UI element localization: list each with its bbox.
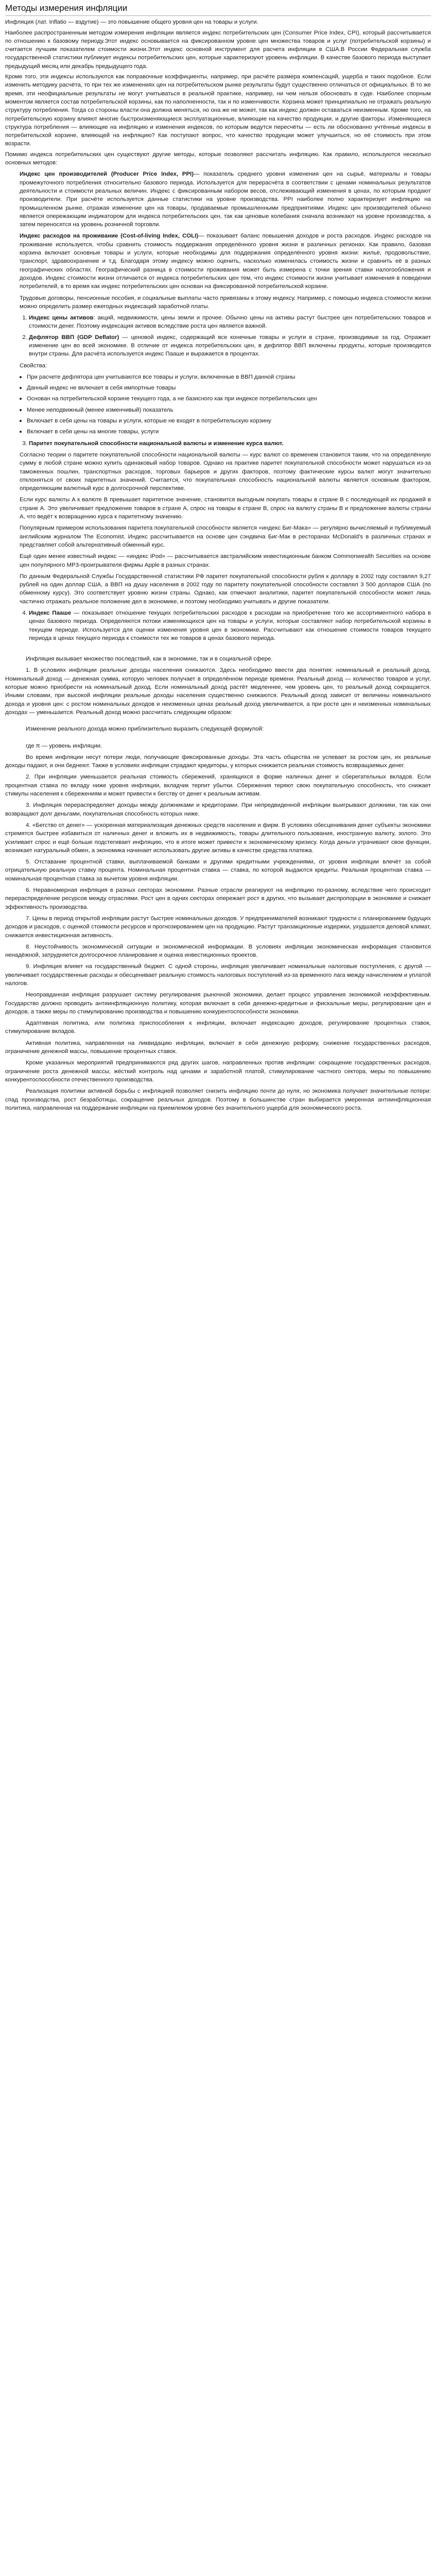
coli-text: — показывает баланс повышения доходов и роста расходов. Индекс расходов на проживание используется, чтобы сравнить стоимость поддержания определённого уровня жизни в различных регионах. Как правило, базовая корзина включает основные товары и услуги, которые необходимы для поддержания определённого уровня жизни: жильё, продовольствие, транспорт, здравоохранение и т.д. Благодаря этому индексу можно оценить, насколько изменилась стоимость жизни и сравнить её в разных географических областях. Географический разница в стоимости проживания может быть измерена с точки зрения ставки налогообложения и доходов. Индекс стоимости жизни отличается от индекса потребительских цен тем, что индекс стоимости жизни учитывает изменения в поведении потребителей, в то время как индекс потребительских цен основан на фиксированной потребительской корзине. <box>20 233 431 290</box>
intro-cpi: Наиболее распространенным методом измерения инфляции является индекс потребительских цен (Consumer Price Index, CPI), который рассчитывается по отношению к базовому периоду.Этот индекс основывается на фиксированном уровне цен множества товаров и услуг (потребительской корзины) и считается лучшим показателем стоимости жизни.Этот индекс основной инструмент для расчета инфляции в США.В России Федеральная служба государственной статистики публикует индексы потребительских цен, которые характеризуют уровень инфляции. В качестве базового периода выступает предыдущий месяц или декабрь предыдущего года. <box>5 29 431 70</box>
list-item <box>29 439 431 448</box>
policy-section <box>5 991 431 1112</box>
ppp-paragraph: Популярным примером использования паритета покупательной способности является «индекс Биг-Мака» — регулярно вычисляемый и публикуемый английским журналом The Economist. Индекс рассчитывается на основе цен сэндвича Биг-Мак в ресторанах McDonald's в различных странах и представляет собой альтернативный обменный курс. <box>20 525 431 548</box>
ppp-paragraph: Ещё один менее известный индекс — «индекс iPod» — рассчитывается австралийским инвестиционным банком Commonwealth Securities на основе цен популярного МР3-проигрывателя фирмы Apple в разных странах. <box>20 553 431 568</box>
policy-paragraph: Активная политика, направленная на ликвидацию инфляции, включает в себя денежную реформу, снижение государственных расходов, ограничение денежной массы, повышение процентных ставок. <box>5 1040 431 1055</box>
consequence-paragraph: 7. Цены в период открытой инфляции растут быстрее номинальных доходов. У предпринимателей возникают трудности с планированием будущих доходов и расходов, с оценкой стоимости ресурсов и прогнозированием цен на продукцию. Растут транзакционные издержки, ухудшается деловой климат, снижается инвестиционная активность. <box>5 915 431 939</box>
consequences-section <box>5 655 431 988</box>
gdp-deflator-title: Дефлятор ВВП (GDP Deflator) <box>29 334 119 341</box>
coli-title: Индекс расходов на проживание (Cost-of-living Index, COLI) <box>20 233 199 240</box>
spacer <box>5 720 431 725</box>
page-title: Методы измерения инфляции <box>5 2 431 16</box>
formula-legend: где π — уровень инфляции. <box>26 742 102 749</box>
intro-section <box>5 18 431 167</box>
consequence-paragraph: 2. При инфляции уменьшается реальная стоимость сбережений, хранящихся в форме наличных денег и сберегательных вкладов. Если процентная ставка по вкладу ниже уровня инфляции, вкладчик терпит убытки. Сбережения теряют свою покупательную способность, что снижает стимулы населения к сбережениям и может привести к бегству от денег к реальным активам. <box>5 774 431 798</box>
spacer <box>5 646 431 655</box>
props-list <box>5 373 431 436</box>
consequence-paragraph: Во время инфляции несут потери люди, получающие фиксированные доходы. Эта часть общества не успевает за ростом цен, их реальные доходы падают, и они беднеют. Также в условиях инфляции страдают кредиторы, у которых снижается реальная стоимость возвращаемых денег. <box>5 754 431 769</box>
pasche-title: Индекс Пааше <box>29 610 72 616</box>
ppp-paragraph: Согласно теории о паритете покупательной способности национальной валюты — курс валют со временем становится таким, что на определённую сумму в любой стране можно купить одинаковый набор товаров. Однако на практике паритет покупательной способности может нарушаться из-за таможенных пошлин, транспортных расходов, торговых барьеров и других факторов, поэтому фактические курсы валют могут значительно отклоняться от своих паритетных значений. Считается, что покупательная способность национальной валюты является основным фактором, определяющим валютный курс в долгосрочной перспективе. <box>20 451 431 492</box>
consequences-intro: Инфляция вызывает множество последствий, как в экономике, так и в социальной сфере. <box>26 656 273 663</box>
consequence-paragraph: 8. Неустойчивость экономической ситуации и экономической информации. В условиях инфляции экономическая информация становится ненадёжной, затрудняется долгосрочное планирование и оценка инвестиционных проектов. <box>5 943 431 959</box>
deflators-list <box>5 314 431 358</box>
formula-intro: Изменение реального дохода можно приблизительно выразить следующей формулой: <box>26 726 264 733</box>
policy-paragraph: Кроме указанных мероприятий предпринимаются ряд других шагов, направленных против инфляции: сокращение государственных расходов, ограничение роста денежной массы, жёсткий контроль над ценами и заработной платой, стимулирование частного сектора, меры по повышению конкурентоспособности отечественного производства. <box>5 1060 431 1083</box>
ppi-section <box>5 170 431 229</box>
props-title: Свойства: <box>20 362 47 369</box>
asset-index-text: : акций, недвижимости, цены земли и прочее. Обычно цены на активы растут быстрее цен потребительских товаров и стоимости денег. Поэтому индексация активов вследствие роста цен является важной. <box>29 315 431 330</box>
ppp-list <box>5 439 431 448</box>
article <box>0 0 436 1112</box>
intro-cpi-usage: Кроме того, эти индексы используются как поправочные коэффициенты, например, при расчёте размера компенсаций, ущерба и таких подобное. Если изменить методику расчёта, то при тех же изменениях цен на потребительском рынке результаты будут существенно отличаться от официальных. В то же время, эти неофициальные результаты не могут учитываться в реальной практике, например, ни чем нельзя обосновать в суде. Наиболее спорным моментом является состав потребительской корзины, как по наполненности, так и по изменчивости. Корзина может принципиально не отражать реальную структуру потребления. Тогда со стороны власти она должна меняться, но она же не может, так как индекс должен оставаться неизменным. Кроме того, на потребительскую корзину влияют многие быстроизменяющиеся эксплуатационные, влияющие на качество продукции, и другие факторы. Изменяющиеся структура потребления — влияющие на инфляцию и изменения индексов, по которым ведутся пересчёты — есть ли обоснованно учтённые индексы в потребительской корзине, влияющей на инфляцию? Как поступают вопрос, что качество продукции может улучшиться, но её стоимость при этом возрасти. <box>5 74 431 147</box>
ppi-text: — показатель среднего уровня изменения цен на сырьё, материалы и товары промежуточного потребления относительно базового периода. Используется для перерасчёта в соответствии с ценами номинальных результатов деятельности и стоимости реальных величин. Индекс с фиксированным набором весов, отслеживающий изменения в ценах, по которым продают производители. При расчёте используется данные статистики на уровне производства. PPI наиболее полно характеризует инфляцию на промышленном рынке, отражая изменение цен на товары, продаваемые промышленными предприятиями. Индекс цен производителей обычно является опережающим индикатором для индекса потребительских цен, так как ценовые колебания сначала возникают на уровне производства, а затем переносятся на уровень розничной торговли. <box>20 171 431 228</box>
list-item: Включает в себя цены на многие товары, услуги <box>20 428 431 436</box>
list-item <box>29 314 431 331</box>
consequence-paragraph: 3. Инфляция перераспределяет доходы между должниками и кредиторами. При непредвиденной инфляции выигрывают должники, так как они возвращают долг деньгами, покупательная способность которых ниже. <box>5 802 431 817</box>
policy-paragraph: Неоправданная инфляция разрушает систему регулирования рыночной экономики, делает процесс управления экономикой неэффективным. Государство должно проводить антиинфляционную политику, которая включает в себя денежно-кредитные и фискальные меры, регулирование цен и доходов, а также меры по стимулированию производства и повышению конкурентоспособности экономики. <box>5 992 431 1015</box>
coli-paragraph <box>20 232 431 291</box>
list-item: Менее неподвижный (менее изменчивый) показатель <box>20 406 431 414</box>
intro-definition: Инфляция (лат. Inflatio — вздутие) — это повышение общего уровня цен на товары и услуги. <box>5 19 258 26</box>
ppp-paragraph: По данным Федеральной Службы Государственной статистики РФ паритет покупательной способности рубля к доллару в 2002 году составлял 9,27 рублей на один доллар США, а ВВП на душу населения в 2002 году по паритету покупательной способности составлял 3 500 долларов США (по обменному курсу). Это соответствует уровню жизни страны. Однако, как отмечают аналитики, паритет покупательной способности может лишь частично отражать реальное положение дел в экономике, и поэтому необходимо учитывать и другие показатели. <box>20 573 431 605</box>
policy-paragraph: Реализация политики активной борьбы с инфляцией позволяет снизить инфляцию почти до нуля, но экономика получает значительные потери: спад производства, рост безработицы, сокращение реальных доходов. Поэтому в большинстве стран выбирается умеренная антиинфляционная политика, направленная на поддержание инфляции на приемлемом уровне без значительного ущерба для экономического роста. <box>5 1088 431 1111</box>
gdp-deflator-text: — ценовой индекс, содержащий все конечные товары и услуги в стране, производимые за год. Отражает изменение цен во всей экономике. В отличие от индекса потребительских цен, в дефлятор ВВП включены продукты, которые производятся внутри страны. Для расчёта используется индекс Пааше и выражается в процентах. <box>29 334 431 358</box>
ppi-title: Индекс цен производителей (Producer Price Index, PPI) <box>20 171 194 178</box>
list-item: При расчете дефлятора цен учитываются все товары и услуги, включенные в ВВП данной страны <box>20 373 431 381</box>
list-item: Включает в себя цены на товары и услуги, которые не входят в потребительскую корзину <box>20 417 431 425</box>
ppp-title: Паритет покупательной способности национальной валюты и изменение курса валют. <box>29 440 284 447</box>
consequence-paragraph: 5. Отставание процентной ставки, выплачиваемой банками и другими кредитными учреждениями, от уровня инфляции влечёт за собой отрицательную реальную ставку процента. Номинальная процентная ставка — ставка, по которой выдаются кредиты. Реальная процентная ставка — номинальная процентная ставка за вычетом уровня инфляции. <box>5 859 431 882</box>
consequence-paragraph: 6. Неравномерная инфляция в разных секторах экономики. Разные отрасли реагируют на инфляцию по-разному, вследствие чего происходит перераспределение ресурсов между отраслями. Рост цен в одних секторах опережает рост в других, что вызывает диспропорции в экономике и снижает эффективность производства. <box>5 887 431 910</box>
ppp-section <box>5 451 431 606</box>
income-paragraph: 1. В условиях инфляции реальные доходы населения снижаются. Здесь необходимо ввести два понятия: номинальный и реальный доход. Номинальный доход — денежная сумма, которую человек получает в определённом периоде времени. Реальный доход — количество товаров и услуг, которые можно приобрести на номинальный доход. Если номинальный доход растёт медленнее, чем уровень цен, то реальный доход сокращается. Иными словами, при высокой инфляции реальные доходы населения существенно снижаются. Реальный доход зависит от величины номинального дохода и уровня цен: с ростом номинальных доходов и неизменных ценах реальный доход увеличивается, а при росте цен и неизменных номинальных доходах — уменьшается. Реальный доход можно рассчитать следующим образом: <box>5 667 431 716</box>
list-item: Данный индекс не включает в себя импортные товары <box>20 384 431 392</box>
ppi-paragraph <box>20 170 431 229</box>
policy-paragraph: Адаптивная политика, или политика приспособления к инфляции, включает индексацию доходов, регулирование процентных ставок, стимулирование вкладов. <box>5 1020 431 1035</box>
pasche-list <box>5 609 431 642</box>
consequence-paragraph: 9. Инфляция влияет на государственный бюджет. С одной стороны, инфляция увеличивает номинальные налоговые поступления, с другой — увеличивает государственные расходы и обесценивает реальную стоимость налоговых поступлений из-за временного лага между начислением и уплатой налогов. <box>5 963 431 987</box>
list-item <box>29 609 431 642</box>
consequence-paragraph: 4. «Бегство от денег» — ускоренная материализация денежных средств населения и фирм. В условиях обесценивания денег субъекты экономики стремятся быстрее избавиться от наличных денег и вложить их в недвижимость, товары длительного пользования, иностранную валюту, золото. Это усиливает спрос и ещё больше подстегивает инфляцию, что в итоге может привести к экономическому кризису. Когда деньги утрачивают свои функции, возникает натуральный обмен, а экономика начинает использовать другие активы в качестве средства платежа. <box>5 822 431 854</box>
pasche-text: — показывает отношение текущих потребительских расходов к расходам на приобретение того же ассортиментного набора в ценах базового периода. Определяются потоки изменяющихся цен на товары и услуги, которые составляют набор потребительской корзины в текущем периоде. Используется для оценки изменения уровня цен в экономике. Рассчитывают как отношение стоимости товаров текущего периода в ценах текущего периода к стоимости тех же товаров в ценах базового периода. <box>29 610 431 641</box>
list-item: Основан на потребительской корзине текущего года, а не базисного как при индексе потребительских цен <box>20 395 431 403</box>
list-item <box>29 333 431 359</box>
ppp-paragraph: Если курс валюты A к валюте B превышает паритетное значение, становится выгодным покупать товары в стране B с последующей их продажей в стране A. Это увеличивает предложение товаров в стране A, спрос на товары в стране B, спрос на валюту страны B и предложение валюты страны A, что ведёт к возвращению курса к паритетному значению. <box>20 497 431 520</box>
asset-index-title: Индекс цены активов <box>29 315 94 321</box>
coli-paragraph-2: Трудовые договоры, пенсионные пособия, и социальные выплаты часто привязаны к этому индексу. Например, с помощью индекса стоимости жизни можно определить размер ежегодных индексаций заработной платы. <box>20 295 431 310</box>
coli-section <box>5 232 431 311</box>
spacer <box>5 737 431 742</box>
intro-methods: Помимо индекса потребительских цен существуют другие методы, которые позволяют рассчитать инфляцию. Как правило, используются несколько основных методов: <box>5 151 431 166</box>
